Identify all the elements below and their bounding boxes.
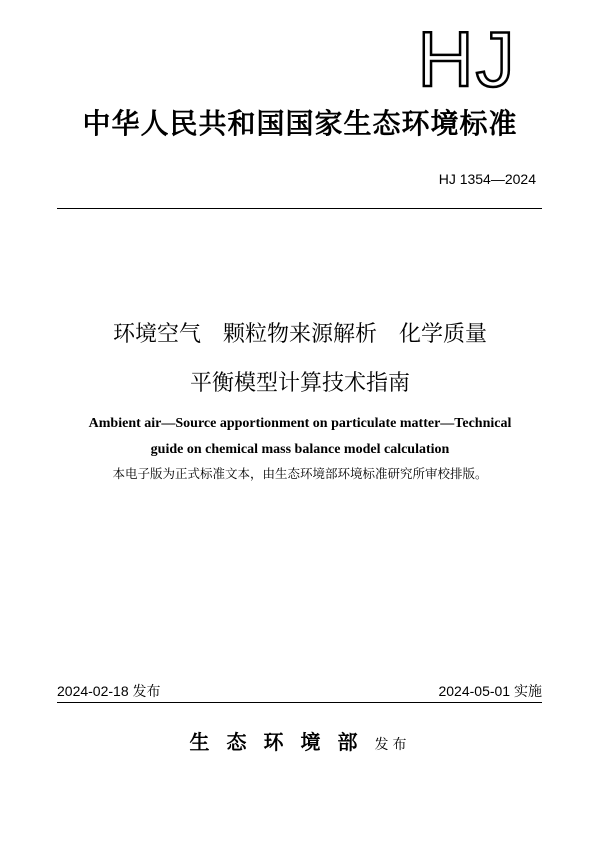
chinese-title-line-1: 环境空气 颗粒物来源解析 化学质量 bbox=[112, 322, 487, 347]
header-divider bbox=[57, 208, 542, 209]
footer-divider bbox=[57, 702, 542, 703]
chinese-title-line-2: 平衡模型计算技术指南 bbox=[189, 371, 410, 396]
english-title-line-2: guide on chemical mass balance model calculation bbox=[150, 442, 450, 457]
implementation-date: 2024-05-01 实施 bbox=[438, 683, 542, 699]
issuer-name: 生态环境部 bbox=[189, 730, 375, 754]
issue-date: 2024-02-18 发布 bbox=[57, 683, 161, 699]
issuer-block bbox=[150, 728, 450, 759]
issuer-suffix: 发布 bbox=[374, 737, 411, 753]
standard-number: HJ 1354—2024 bbox=[438, 171, 536, 187]
english-title-line-1: Ambient air—Source apportionment on particulate matter—Technical bbox=[88, 416, 512, 431]
edition-note: 本电子版为正式标准文本，由生态环境部环境标准研究所审校排版。 bbox=[112, 466, 488, 481]
org-title: 中华人民共和国国家生态环境标准 bbox=[82, 107, 518, 140]
hj-logo: HJ bbox=[417, 28, 517, 90]
